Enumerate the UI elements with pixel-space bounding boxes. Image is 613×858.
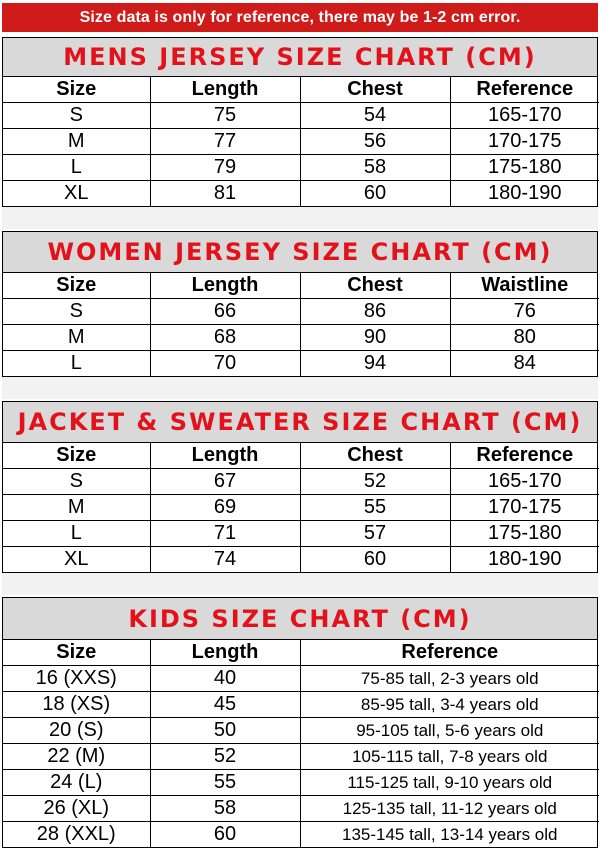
jacket-chart-title: JACKET & SWEATER SIZE CHART (CM)	[3, 402, 597, 443]
size-cell: L	[3, 155, 150, 181]
table-row	[3, 103, 599, 129]
table-header-row	[3, 640, 599, 666]
table-row	[3, 666, 599, 692]
chest-cell: 55	[300, 495, 450, 521]
reference-cell: 165-170	[450, 469, 599, 495]
size-cell: XL	[3, 547, 150, 573]
length-cell: 40	[150, 666, 300, 692]
kids-chart-title: KIDS SIZE CHART (CM)	[3, 598, 597, 640]
length-cell: 71	[150, 521, 300, 547]
waistline-cell: 76	[450, 299, 599, 325]
column-header: Size	[3, 443, 150, 469]
section-spacer	[2, 207, 598, 229]
size-cell: XL	[3, 181, 150, 207]
length-cell: 79	[150, 155, 300, 181]
length-cell: 50	[150, 718, 300, 744]
length-cell: 69	[150, 495, 300, 521]
column-header: Reference	[300, 640, 599, 666]
size-cell: 22 (M)	[3, 744, 150, 770]
chest-cell: 58	[300, 155, 450, 181]
table-row	[3, 129, 599, 155]
size-cell: S	[3, 469, 150, 495]
kids-size-table	[3, 640, 599, 847]
length-cell: 75	[150, 103, 300, 129]
jacket-sweater-size-chart	[2, 401, 598, 573]
mens-chart-title: MENS JERSEY SIZE CHART (CM)	[3, 38, 597, 77]
reference-cell: 170-175	[450, 495, 599, 521]
size-cell: M	[3, 325, 150, 351]
mens-jersey-size-chart	[2, 37, 598, 207]
reference-notice: Size data is only for reference, there may be 1-2 cm error.	[2, 3, 598, 32]
reference-cell: 165-170	[450, 103, 599, 129]
size-cell: 18 (XS)	[3, 692, 150, 718]
chest-cell: 90	[300, 325, 450, 351]
column-header: Size	[3, 77, 150, 103]
chest-cell: 60	[300, 547, 450, 573]
column-header: Reference	[450, 77, 599, 103]
table-header-row	[3, 273, 599, 299]
women-jersey-size-chart	[2, 231, 598, 377]
size-cell: L	[3, 351, 150, 377]
reference-cell: 180-190	[450, 181, 599, 207]
table-row	[3, 822, 599, 848]
waistline-cell: 80	[450, 325, 599, 351]
size-cell: M	[3, 129, 150, 155]
section-spacer	[2, 573, 598, 595]
kids-size-chart	[2, 597, 598, 848]
waistline-cell: 84	[450, 351, 599, 377]
size-cell: 24 (L)	[3, 770, 150, 796]
length-cell: 55	[150, 770, 300, 796]
size-cell: S	[3, 299, 150, 325]
table-row	[3, 299, 599, 325]
table-row	[3, 469, 599, 495]
length-cell: 77	[150, 129, 300, 155]
column-header: Length	[150, 273, 300, 299]
column-header: Size	[3, 640, 150, 666]
reference-cell: 135-145 tall, 13-14 years old	[300, 822, 599, 848]
column-header: Size	[3, 273, 150, 299]
length-cell: 60	[150, 822, 300, 848]
reference-cell: 180-190	[450, 547, 599, 573]
reference-cell: 175-180	[450, 521, 599, 547]
reference-cell: 125-135 tall, 11-12 years old	[300, 796, 599, 822]
chest-cell: 94	[300, 351, 450, 377]
reference-cell: 115-125 tall, 9-10 years old	[300, 770, 599, 796]
length-cell: 45	[150, 692, 300, 718]
reference-cell: 175-180	[450, 155, 599, 181]
chest-cell: 57	[300, 521, 450, 547]
reference-cell: 75-85 tall, 2-3 years old	[300, 666, 599, 692]
table-row	[3, 351, 599, 377]
length-cell: 52	[150, 744, 300, 770]
column-header: Length	[150, 77, 300, 103]
table-row	[3, 181, 599, 207]
section-spacer	[2, 377, 598, 399]
chest-cell: 54	[300, 103, 450, 129]
reference-cell: 170-175	[450, 129, 599, 155]
column-header: Chest	[300, 443, 450, 469]
size-cell: 28 (XXL)	[3, 822, 150, 848]
table-row	[3, 521, 599, 547]
column-header: Chest	[300, 77, 450, 103]
length-cell: 58	[150, 796, 300, 822]
length-cell: 67	[150, 469, 300, 495]
mens-size-table	[3, 77, 599, 206]
length-cell: 70	[150, 351, 300, 377]
chest-cell: 56	[300, 129, 450, 155]
table-row	[3, 692, 599, 718]
length-cell: 68	[150, 325, 300, 351]
reference-cell: 95-105 tall, 5-6 years old	[300, 718, 599, 744]
table-row	[3, 744, 599, 770]
chest-cell: 86	[300, 299, 450, 325]
length-cell: 66	[150, 299, 300, 325]
size-cell: 26 (XL)	[3, 796, 150, 822]
size-cell: 20 (S)	[3, 718, 150, 744]
column-header: Waistline	[450, 273, 599, 299]
women-chart-title: WOMEN JERSEY SIZE CHART (CM)	[3, 232, 597, 273]
chest-cell: 60	[300, 181, 450, 207]
reference-cell: 85-95 tall, 3-4 years old	[300, 692, 599, 718]
table-row	[3, 770, 599, 796]
table-row	[3, 155, 599, 181]
women-size-table	[3, 273, 599, 376]
reference-cell: 105-115 tall, 7-8 years old	[300, 744, 599, 770]
table-header-row	[3, 443, 599, 469]
length-cell: 74	[150, 547, 300, 573]
size-cell: M	[3, 495, 150, 521]
column-header: Reference	[450, 443, 599, 469]
table-row	[3, 325, 599, 351]
size-cell: S	[3, 103, 150, 129]
table-row	[3, 718, 599, 744]
size-cell: L	[3, 521, 150, 547]
table-row	[3, 547, 599, 573]
size-cell: 16 (XXS)	[3, 666, 150, 692]
length-cell: 81	[150, 181, 300, 207]
column-header: Length	[150, 640, 300, 666]
jacket-size-table	[3, 443, 599, 572]
table-row	[3, 796, 599, 822]
chest-cell: 52	[300, 469, 450, 495]
table-row	[3, 495, 599, 521]
column-header: Length	[150, 443, 300, 469]
column-header: Chest	[300, 273, 450, 299]
table-header-row	[3, 77, 599, 103]
